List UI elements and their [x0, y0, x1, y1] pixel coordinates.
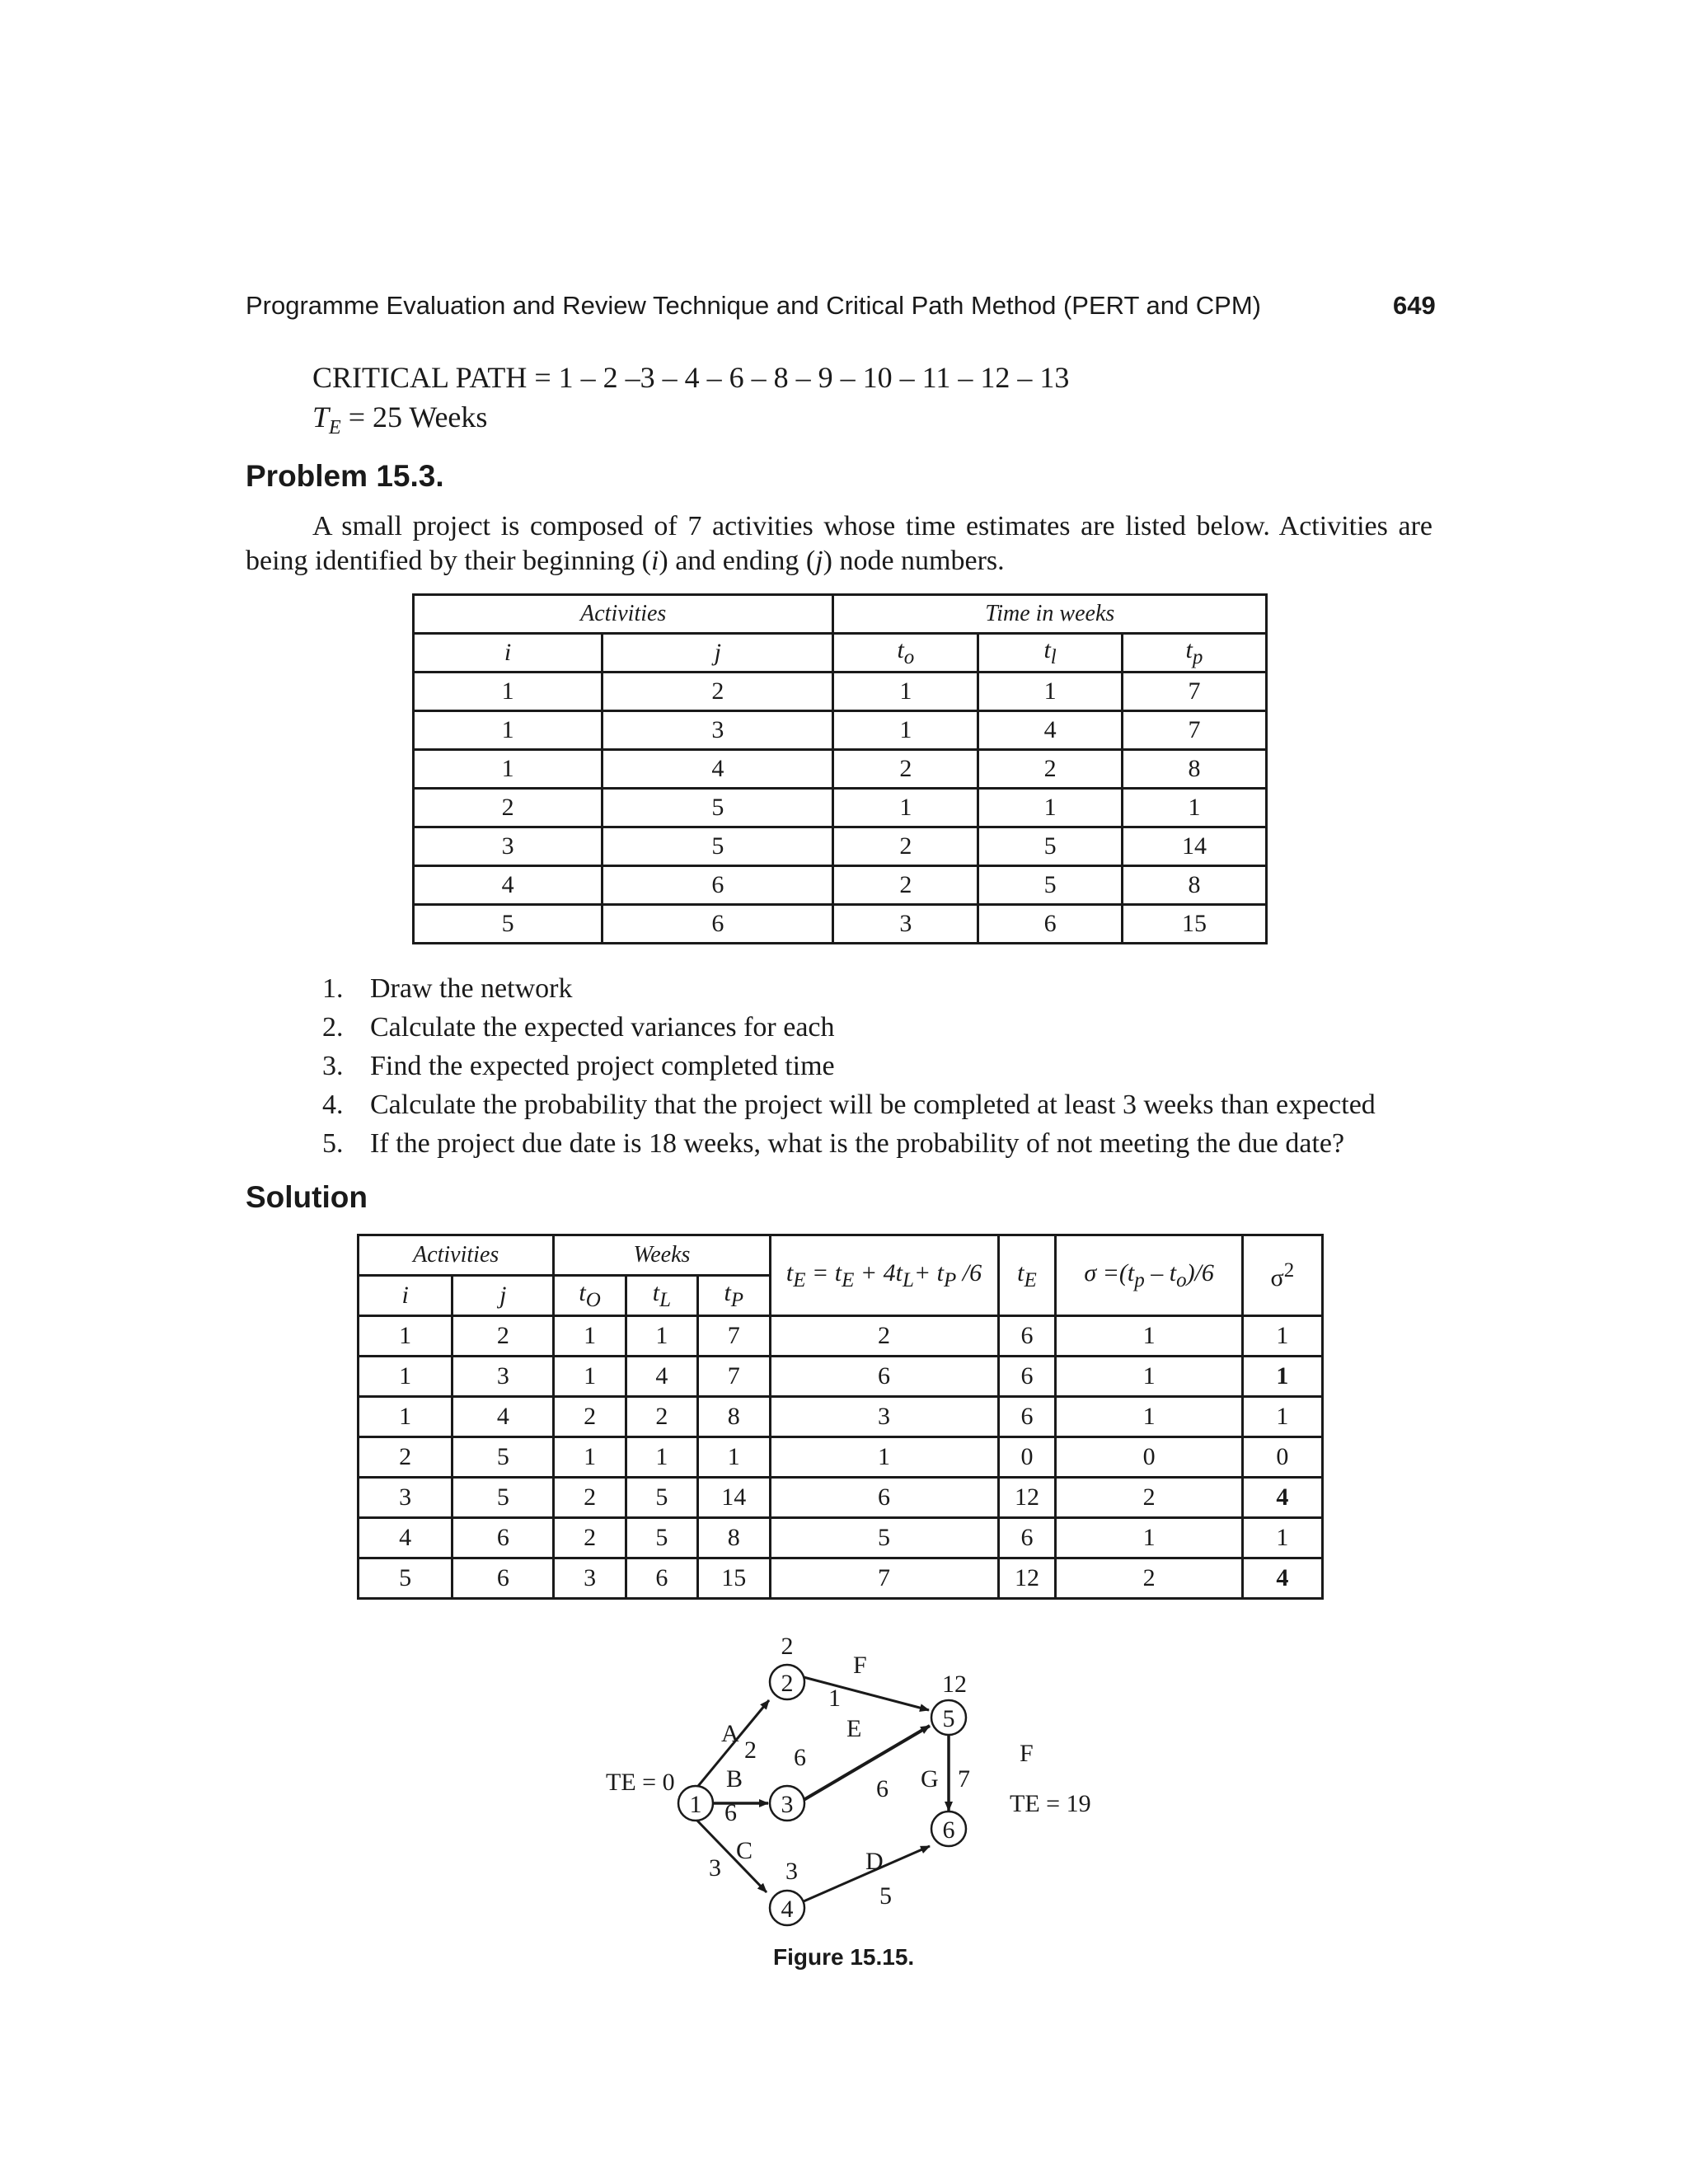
table-cell: 1 [1056, 1316, 1242, 1357]
te-end-label: TE = 19 [1010, 1790, 1091, 1817]
table-cell: 5 [452, 1437, 554, 1478]
table-cell: 2 [554, 1397, 626, 1437]
col-to-header: $t_o$ [833, 634, 978, 673]
label-c-dur: 3 [709, 1854, 721, 1882]
te-subscript: E [329, 417, 341, 439]
node-2 [770, 1665, 804, 1699]
col-i-header: i [414, 634, 603, 673]
table-cell: 1 [1056, 1397, 1242, 1437]
table-cell: 1 [698, 1437, 770, 1478]
table-cell: 5 [626, 1478, 697, 1518]
col-to-header: $t_O$ [554, 1276, 626, 1316]
table-cell: 1 [359, 1357, 452, 1397]
time-header: Time in weeks [833, 595, 1267, 634]
table-cell: 12 [998, 1558, 1056, 1599]
table-cell: 6 [452, 1558, 554, 1599]
label-f-dur: 1 [828, 1685, 841, 1712]
table-cell: 14 [1122, 827, 1266, 866]
label-node4-time: 3 [785, 1858, 798, 1885]
table-cell: 3 [414, 827, 603, 866]
solution-heading: Solution [246, 1180, 368, 1214]
table-cell: 4 [359, 1518, 452, 1558]
label-f-right: F [1020, 1740, 1034, 1767]
edge-f [804, 1677, 929, 1710]
table-cell: 6 [998, 1357, 1056, 1397]
table-cell: 1 [626, 1316, 697, 1357]
table-cell: 6 [770, 1478, 998, 1518]
table-cell: 5 [603, 827, 833, 866]
table-cell: 2 [1056, 1478, 1242, 1518]
table-cell: 5 [603, 789, 833, 827]
table-cell: 1 [1242, 1357, 1322, 1397]
table-cell: 2 [1056, 1558, 1242, 1599]
table-cell: 6 [998, 1397, 1056, 1437]
critical-path-line: CRITICAL PATH = 1 – 2 –3 – 4 – 6 – 8 – 9 – 10 – 11 – 12 – 13 [312, 361, 1070, 394]
table-cell: 1 [359, 1397, 452, 1437]
table-cell: 1 [1056, 1518, 1242, 1558]
table-cell: 4 [452, 1397, 554, 1437]
table-cell: 3 [770, 1397, 998, 1437]
table-cell: 8 [698, 1518, 770, 1558]
label-b: B [726, 1765, 743, 1793]
table-cell: 1 [1242, 1397, 1322, 1437]
table-cell: 6 [452, 1518, 554, 1558]
list-item: 4. Calculate the probability that the project will be completed at least 3 weeks than expected [322, 1090, 1376, 1120]
table-cell: 1 [833, 711, 978, 750]
table-cell: 2 [833, 750, 978, 789]
problem-heading: Problem 15.3. [246, 459, 444, 493]
te-symbol: T [312, 401, 330, 434]
node-4 [770, 1891, 804, 1925]
te-start-label: TE = 0 [606, 1769, 675, 1796]
te-formula-header: $t_E = t_E + 4t_L+ t_P$ /6 [770, 1235, 998, 1316]
weeks-header: Weeks [554, 1235, 770, 1276]
table-cell: 2 [414, 789, 603, 827]
label-d-dur: 5 [879, 1882, 892, 1910]
label-d: D [865, 1848, 884, 1875]
table-cell: 4 [414, 866, 603, 905]
table-cell: 5 [978, 866, 1123, 905]
col-tp-header: $t_p$ [1122, 634, 1266, 673]
table-cell: 0 [998, 1437, 1056, 1478]
col-tl-header: $t_l$ [978, 634, 1123, 673]
table-cell: 1 [770, 1437, 998, 1478]
table-cell: 7 [1122, 711, 1266, 750]
activities-header: Activities [359, 1235, 554, 1276]
table-cell: 8 [1122, 866, 1266, 905]
table-cell: 8 [1122, 750, 1266, 789]
table-cell: 4 [1242, 1558, 1322, 1599]
table-cell: 1 [554, 1357, 626, 1397]
table-cell: 2 [359, 1437, 452, 1478]
label-f-top: F [853, 1652, 867, 1679]
table-cell: 5 [626, 1518, 697, 1558]
table-cell: 1 [414, 673, 603, 711]
svg-text:4: 4 [781, 1896, 794, 1923]
svg-text:3: 3 [781, 1791, 794, 1818]
table-cell: 2 [833, 866, 978, 905]
te-value: = 25 Weeks [340, 401, 488, 434]
label-e-dur: 6 [876, 1775, 889, 1802]
node-3 [770, 1786, 804, 1821]
table-cell: 5 [770, 1518, 998, 1558]
page-number: 649 [1393, 291, 1436, 320]
table-cell: 2 [978, 750, 1123, 789]
table-cell: 1 [833, 673, 978, 711]
table-cell: 7 [770, 1558, 998, 1599]
table-cell: 2 [626, 1397, 697, 1437]
col-tl-header: $t_L$ [626, 1276, 697, 1316]
problem-statement: A small project is composed of 7 activities whose time estimates are listed below. Activities are being identified by their beginning (i) and ending (j) node numbers. [246, 511, 1432, 576]
node5-time-label: 12 [942, 1671, 967, 1698]
col-j-header: j [603, 634, 833, 673]
table-cell: 7 [698, 1316, 770, 1357]
svg-text:2: 2 [781, 1670, 794, 1697]
table-cell: 6 [770, 1357, 998, 1397]
running-header-title: Programme Evaluation and Review Technique and Critical Path Method (PERT and CPM) [246, 291, 1262, 320]
svg-text:1: 1 [689, 1791, 702, 1818]
label-a-dur: 2 [744, 1736, 757, 1764]
node2-time-label: 2 [781, 1633, 794, 1660]
svg-text:6: 6 [942, 1816, 955, 1844]
table-cell: 5 [978, 827, 1123, 866]
table-cell: 6 [626, 1558, 697, 1599]
table-cell: 0 [1056, 1437, 1242, 1478]
label-g-dur: 7 [958, 1765, 970, 1793]
node-6 [931, 1811, 966, 1846]
table-cell: 3 [554, 1558, 626, 1599]
table-cell: 3 [452, 1357, 554, 1397]
label-g: G [921, 1765, 939, 1793]
table-cell: 5 [414, 905, 603, 944]
label-c: C [736, 1837, 753, 1864]
table-cell: 3 [359, 1478, 452, 1518]
table-cell: 4 [978, 711, 1123, 750]
edge-c [695, 1818, 767, 1892]
sigma2-col-header: $\sigma^2$ [1242, 1235, 1322, 1316]
table-cell: 2 [554, 1518, 626, 1558]
table-cell: 1 [414, 750, 603, 789]
table-cell: 2 [770, 1316, 998, 1357]
label-e: E [846, 1715, 862, 1742]
table-cell: 1 [359, 1316, 452, 1357]
table-cell: 1 [978, 789, 1123, 827]
table-cell: 12 [998, 1478, 1056, 1518]
table-cell: 1 [833, 789, 978, 827]
te-col-header: $t_E$ [998, 1235, 1056, 1316]
table-cell: 0 [1242, 1437, 1322, 1478]
table-cell: 2 [603, 673, 833, 711]
table-cell: 15 [1122, 905, 1266, 944]
table-cell: 1 [626, 1437, 697, 1478]
table-cell: 1 [1242, 1518, 1322, 1558]
figure-caption: Figure 15.15. [773, 1944, 915, 1970]
table-cell: 1 [1242, 1316, 1322, 1357]
list-item: 1. Draw the network [322, 973, 573, 1004]
edge-e [804, 1726, 930, 1800]
label-b-dur: 6 [724, 1799, 737, 1826]
table-cell: 1 [554, 1437, 626, 1478]
col-i-header: i [359, 1276, 452, 1316]
label-a: A [721, 1720, 739, 1747]
table-cell: 6 [978, 905, 1123, 944]
table-cell: 4 [603, 750, 833, 789]
table-cell: 7 [1122, 673, 1266, 711]
col-tp-header: $t_P$ [698, 1276, 770, 1316]
table-cell: 1 [414, 711, 603, 750]
table-cell: 3 [833, 905, 978, 944]
table-cell: 6 [603, 905, 833, 944]
table-cell: 4 [626, 1357, 697, 1397]
table-cell: 5 [359, 1558, 452, 1599]
table-cell: 1 [1122, 789, 1266, 827]
activities-header: Activities [414, 595, 833, 634]
table-cell: 1 [554, 1316, 626, 1357]
list-item: 2. Calculate the expected variances for each [322, 1012, 835, 1043]
sigma-formula-header: $\sigma =(t_p - t_o)/6$ [1056, 1235, 1242, 1316]
table-cell: 2 [452, 1316, 554, 1357]
table-cell: 2 [554, 1478, 626, 1518]
table-cell: 1 [1056, 1357, 1242, 1397]
table-cell: 15 [698, 1558, 770, 1599]
node-1 [678, 1786, 713, 1821]
table-cell: 1 [978, 673, 1123, 711]
svg-text:5: 5 [942, 1705, 955, 1732]
table-cell: 14 [698, 1478, 770, 1518]
table-cell: 8 [698, 1397, 770, 1437]
table-cell: 6 [998, 1518, 1056, 1558]
table-cell: 5 [452, 1478, 554, 1518]
table-cell: 2 [833, 827, 978, 866]
table-cell: 6 [998, 1316, 1056, 1357]
table-cell: 7 [698, 1357, 770, 1397]
list-item: 3. Find the expected project completed time [322, 1051, 835, 1081]
table-cell: 6 [603, 866, 833, 905]
col-j-header: j [452, 1276, 554, 1316]
list-item: 5. If the project due date is 18 weeks, what is the probability of not meeting the due date? [322, 1128, 1345, 1159]
table-cell: 4 [1242, 1478, 1322, 1518]
label-e-near3: 6 [794, 1744, 806, 1771]
node-5 [931, 1700, 966, 1735]
table-cell: 3 [603, 711, 833, 750]
